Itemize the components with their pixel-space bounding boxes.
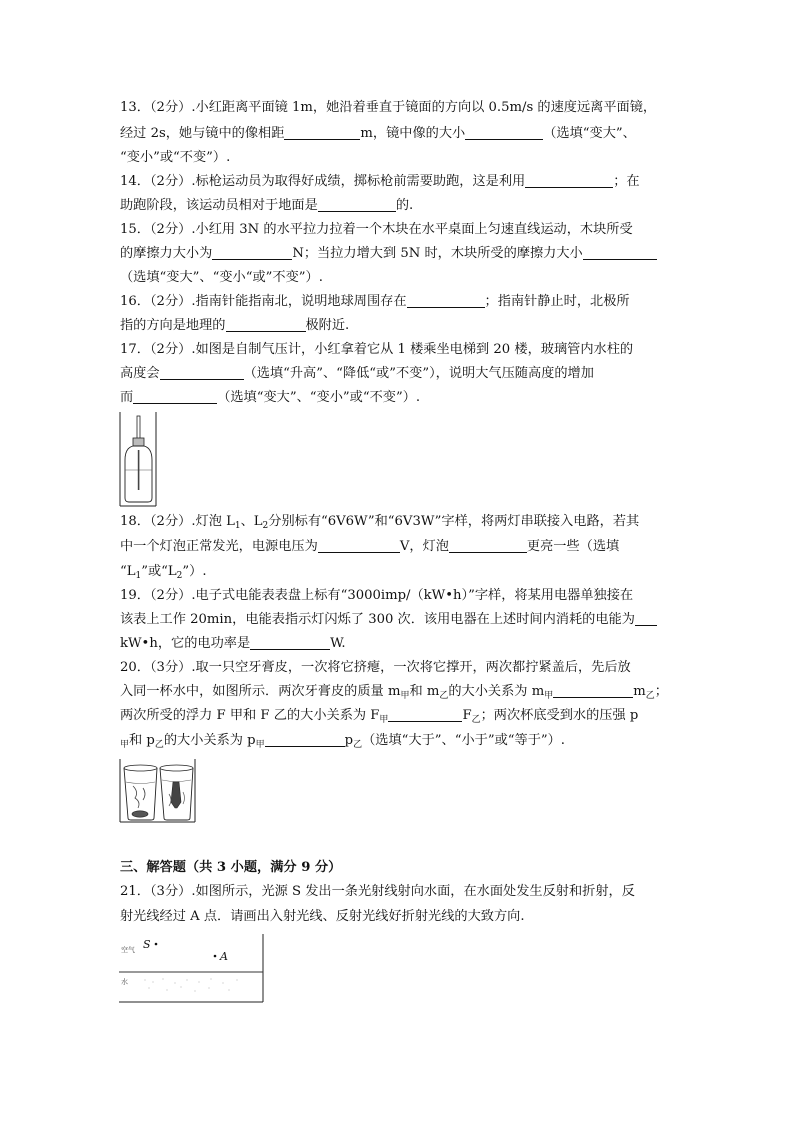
q13-line-1: 13．（2分）.小红距离平面镜 1m，她沿着垂直于镜面的方向以 0.5m/s 的速度远离平面镜， xyxy=(120,100,657,115)
q19-answer-blank-1[interactable] xyxy=(635,611,657,626)
q15-text: N；当拉力增大到 5N 时，木块所受的摩擦力大小 xyxy=(292,246,583,261)
q16-text: 指的方向是地理的 xyxy=(120,318,226,333)
q14-line-2 xyxy=(120,196,413,216)
section-heading: 三、解答题（共 3 小题，满分 9 分） xyxy=(120,860,342,875)
q16-answer-blank-2[interactable] xyxy=(226,317,306,332)
q14-text: 14．（2分）.标枪运动员为取得好成绩，掷标枪前需要助跑，这是利用 xyxy=(120,174,526,189)
q18-subscript: 2 xyxy=(176,571,183,581)
point-a xyxy=(214,955,217,958)
q20-text: ；两次杯底受到水的压强 p xyxy=(480,708,639,723)
q18-subscript: 1 xyxy=(135,571,142,581)
q17-answer-blank-2[interactable] xyxy=(133,389,217,404)
reflection-figure xyxy=(119,934,267,1004)
q16-line-2 xyxy=(120,316,349,336)
source-s-label: S xyxy=(143,938,151,951)
q15-line-3: （选填“变大”、“变小“或”不变”）. xyxy=(120,270,323,285)
q19-line-1: 19．（2分）.电子式电能表表盘上标有“3000imp/（kW•h）”字样，将某用电器单独接在 xyxy=(120,588,634,603)
q21-line-1: 21．（3分）.如图所示，光源 S 发出一条光射线射向水面，在水面处发生反射和折射，反 xyxy=(120,884,635,899)
q14-text: 的. xyxy=(395,198,414,213)
q20-subscript: 甲 xyxy=(379,715,389,725)
q20-subscript: 乙 xyxy=(471,715,481,725)
q19-text: 该表上工作 20min，电能表指示灯闪烁了 300 次．该用电器在上述时间内消耗的电能为 xyxy=(120,612,635,627)
q20-subscript: 乙 xyxy=(353,740,363,750)
q18-line-3 xyxy=(120,562,207,586)
q20-text: 和 m xyxy=(409,684,440,699)
q17-answer-blank-1[interactable] xyxy=(160,365,244,380)
q18-answer-blank-2[interactable] xyxy=(449,538,527,553)
q20-subscript: 甲 xyxy=(120,740,130,750)
point-a-label: A xyxy=(220,950,228,963)
q21-line-2: 射光线经过 A 点．请画出入射光线、反射光线好折射光线的大致方向. xyxy=(120,909,525,924)
q17-line-3 xyxy=(120,388,420,408)
q16-text: 16．（2分）.指南针能指南北，说明地球周围存在 xyxy=(120,294,407,309)
q17-text: （选填“变大”、“变小”或“不变”）. xyxy=(217,390,421,405)
q20-text: 两次所受的浮力 F 甲和 F 乙的大小关系为 F xyxy=(120,708,380,723)
q14-line-1 xyxy=(120,172,640,192)
q20-subscript: 甲 xyxy=(400,691,410,701)
q20-text: （选填“大于”、“小于”或“等于”）. xyxy=(362,733,566,748)
q17-text: 高度会 xyxy=(120,366,160,381)
q20-text: p xyxy=(344,733,354,748)
q20-text: m xyxy=(633,684,646,699)
q20-subscript: 甲 xyxy=(544,691,554,701)
q20-answer-blank-1[interactable] xyxy=(553,683,633,698)
q16-text: 极附近. xyxy=(305,318,350,333)
q15-line-2 xyxy=(120,244,657,264)
q13-text: 经过 2s，她与镜中的像相距 xyxy=(120,126,285,141)
q18-text: “L xyxy=(120,564,136,579)
q18-text: ”）. xyxy=(182,564,207,579)
q20-text: 的大小关系为 m xyxy=(448,684,545,699)
q18-answer-blank-1[interactable] xyxy=(318,538,400,553)
q20-subscript: 乙 xyxy=(645,691,655,701)
q13-answer-blank-2[interactable] xyxy=(465,125,543,140)
q18-text: 更亮一些（选填 xyxy=(526,539,620,554)
q14-answer-blank-2[interactable] xyxy=(318,197,396,212)
toothpaste-cups-figure xyxy=(119,758,197,824)
q18-text: 中一个灯泡正常发光，电源电压为 xyxy=(120,539,318,554)
q14-answer-blank-1[interactable] xyxy=(525,173,613,188)
q20-subscript: 甲 xyxy=(255,740,265,750)
q17-text: 而 xyxy=(120,390,134,405)
q13-line-2 xyxy=(120,124,636,144)
barometer-figure xyxy=(119,410,159,508)
q20-answer-blank-3[interactable] xyxy=(265,732,345,747)
q20-text: 的大小关系为 p xyxy=(163,733,256,748)
q20-subscript: 乙 xyxy=(154,740,164,750)
q15-answer-blank-2[interactable] xyxy=(583,245,657,260)
q18-text: 、L xyxy=(240,514,263,529)
q18-text: 18．（2分）.灯泡 L xyxy=(120,514,235,529)
q18-line-1 xyxy=(120,512,639,536)
q16-text: ；指南针静止时，北极所 xyxy=(484,294,630,309)
q20-text: 入同一杯水中，如图所示．两次牙膏皮的质量 m xyxy=(120,684,401,699)
q13-text: （选填“变大”、 xyxy=(543,126,636,141)
q20-line-4 xyxy=(120,731,565,755)
q18-subscript: 1 xyxy=(234,521,241,531)
q19-line-3 xyxy=(120,634,346,654)
q14-text: 助跑阶段，该运动员相对于地面是 xyxy=(120,198,318,213)
q18-subscript: 2 xyxy=(262,521,269,531)
q15-line-1: 15．（2分）.小红用 3N 的水平拉力拉着一个木块在水平桌面上匀速直线运动，木块所受 xyxy=(120,222,633,237)
q14-text: ；在 xyxy=(613,174,640,189)
q20-subscript: 乙 xyxy=(439,691,449,701)
q16-line-1 xyxy=(120,292,630,312)
q17-line-1: 17．（2分）.如图是自制气压计，小红拿着它从 1 楼乘坐电梯到 20 楼，玻璃管内水柱的 xyxy=(120,342,634,357)
q20-text: ； xyxy=(654,684,668,699)
water-label: 水 xyxy=(121,978,128,986)
q15-text: 的摩擦力大小为 xyxy=(120,246,213,261)
q19-line-2 xyxy=(120,610,657,630)
q17-text: （选填“升高”、“降低“或”不变”），说明大气压随高度的增加 xyxy=(243,366,594,381)
q13-line-3: “变小”或“不变”）. xyxy=(120,150,231,165)
q20-line-1: 20．（3分）.取一只空牙膏皮，一次将它挤瘪，一次将它撑开，两次都拧紧盖后，先后放 xyxy=(120,660,631,675)
q20-answer-blank-2[interactable] xyxy=(388,707,462,722)
air-label: 空气 xyxy=(121,946,135,954)
q18-text: V，灯泡 xyxy=(399,539,449,554)
q13-text: m，镜中像的大小 xyxy=(360,126,466,141)
q13-answer-blank-1[interactable] xyxy=(284,125,360,140)
q18-line-2 xyxy=(120,537,619,557)
q15-answer-blank-1[interactable] xyxy=(212,245,292,260)
q19-answer-blank-2[interactable] xyxy=(250,635,330,650)
q20-line-2 xyxy=(120,682,668,706)
q17-line-2 xyxy=(120,364,594,384)
q20-text: 和 p xyxy=(129,733,155,748)
q16-answer-blank-1[interactable] xyxy=(407,293,485,308)
q18-text: ”或“L xyxy=(141,564,177,579)
source-s-point xyxy=(155,943,158,946)
q20-text: F xyxy=(462,708,472,723)
q19-text: kW•h，它的电功率是 xyxy=(120,636,251,651)
q18-text: 分别标有“6V6W”和“6V3W”字样，将两灯串联接入电路，若其 xyxy=(268,514,640,529)
q20-line-3 xyxy=(120,706,638,730)
q19-text: W. xyxy=(330,636,346,651)
